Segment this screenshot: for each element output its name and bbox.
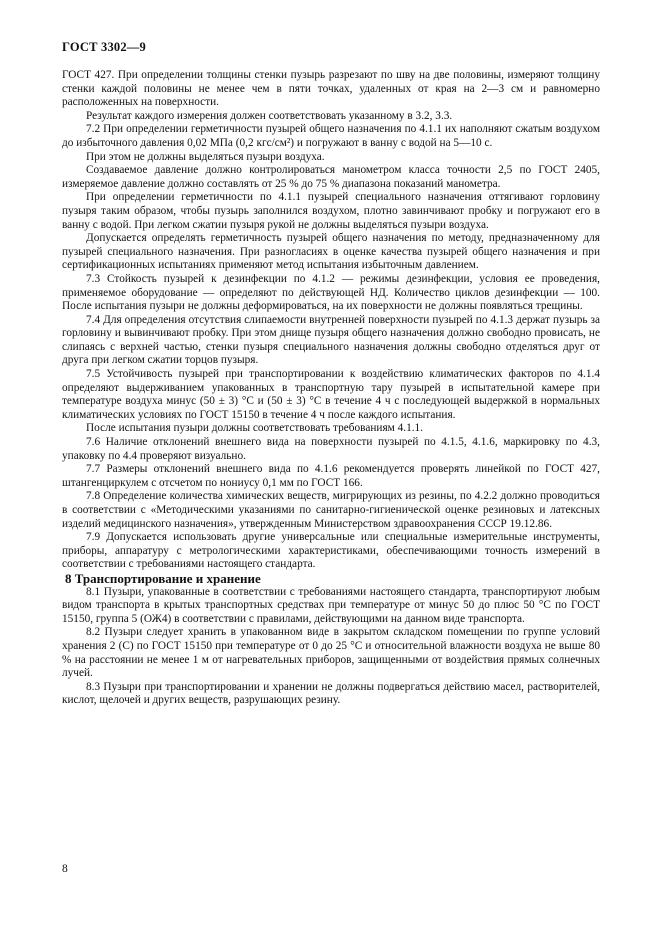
paragraph: 8.1 Пузыри, упакованные в соответствии с требованиями настоящего стандарта, транспортируют любым видом транспорта в крытых транспортных средствах при температуре от минус 50 до плюс 50 °С по ГОСТ 15150, группа 5 (ОЖ4) в соответствии с правилами, действующими на данном виде транспорта. (62, 585, 600, 625)
paragraph: 8.3 Пузыри при транспортировании и хранении не должны подвергаться действию масел, растворителей, кислот, щелочей и других веществ, разрушающих резину. (62, 680, 600, 707)
paragraph: 7.8 Определение количества химических веществ, мигрирующих из резины, по 4.2.2 должно проводиться в соответствии с «Методическими указаниями по санитарно-гигиенической оценке резиновых и латексных изделий медицинского назначения», утвержденным Министерством здравоохранения СССР 19.12.86. (62, 490, 600, 530)
paragraph: ГОСТ 427. При определении толщины стенки пузырь разрезают по шву на две половины, измеряют толщину стенки каждой половины не менее чем в пяти точках, удаленных от края на 2—3 см и равномерно расположенных на поверхности. (62, 69, 600, 109)
paragraph: 7.2 При определении герметичности пузырей общего назначения по 4.1.1 их наполняют сжатым воздухом до избыточного давления 0,02 МПа (0,2 кгс/см²) и погружают в ванну с водой на 5—10 с. (62, 123, 600, 149)
document-header: ГОСТ 3302—9 (62, 40, 146, 54)
paragraph: 7.5 Устойчивость пузырей при транспортировании к воздействию климатических факторов по 4.1.4 определяют выдерживанием упакованных в транспортную тару пузырей в испытательной камере при температуре воздуха минус (50 ± 3) °С и (50 ± 3) °С в течение 4 ч с последующей выдержкой в нормальных климатических условиях по ГОСТ 15150 в течение 4 ч после каждого испытания. (62, 368, 600, 421)
document-body (62, 69, 600, 708)
paragraph: Допускается определять герметичность пузырей общего назначения по методу, предназначенному для пузырей специального назначения. При разногласиях в оценке качества пузырей общего назначения и при сертификационных испытаниях применяют метод испытания избыточным давлением. (62, 232, 600, 272)
paragraph: При определении герметичности по 4.1.1 пузырей специального назначения оттягивают горловину пузыря таким образом, чтобы пузырь заполнился воздухом, плотно завинчивают пробку и погружают его в ванну с водой. При легком сжатии пузыря рукой не должны выделяться пузыри воздуха. (62, 191, 600, 231)
paragraph: После испытания пузыри должны соответствовать требованиям 4.1.1. (86, 422, 424, 435)
paragraph: 7.9 Допускается использовать другие универсальные или специальные измерительные инструменты, приборы, аппаратуру с метрологическими характеристиками, обеспечивающими точность измерений в соответствии с требованиями настоящего стандарта. (62, 531, 600, 571)
paragraph: 8.2 Пузыри следует хранить в упакованном виде в закрытом складском помещении по группе условий хранения 2 (С) по ГОСТ 15150 при температуре от 0 до 25 °С и относительной влажности воздуха не выше 80 % на расстоянии не менее 1 м от нагревательных приборов, защищенными от воздействия прямых солнечных лучей. (62, 626, 600, 680)
paragraph: При этом не должны выделяться пузыри воздуха. (86, 150, 325, 163)
section-title: 8 Транспортирование и хранение (65, 570, 261, 586)
page-number: 8 (62, 863, 68, 875)
paragraph: 7.7 Размеры отклонений внешнего вида по 4.1.6 рекомендуется проверять линейкой по ГОСТ 427, штангенциркулем с отсчетом по нониусу 0,1 мм по ГОСТ 166. (62, 463, 600, 489)
paragraph: Создаваемое давление должно контролироваться манометром класса точности 2,5 по ГОСТ 2405, измеряемое давление должно составлять от 25 % до 75 % диапазона показаний манометра. (62, 164, 600, 190)
paragraph: 7.6 Наличие отклонений внешнего вида на поверхности пузырей по 4.1.5, 4.1.6, маркировку по 4.3, упаковку по 4.4 проверяют визуально. (62, 436, 600, 462)
paragraph: 7.3 Стойкость пузырей к дезинфекции по 4.1.2 — режимы дезинфекции, условия ее проведения, применяемое оборудование — определяют по действующей НД. Количество циклов дезинфекции — 100. После испытания пузыри не должны деформироваться, на их поверхности не должны появляться трещины. (62, 272, 600, 313)
paragraph: Результат каждого измерения должен соответствовать указанному в 3.2, 3.3. (86, 109, 453, 122)
paragraph: 7.4 Для определения отсутствия слипаемости внутренней поверхности пузырей по 4.1.3 держат пузырь за горловину и вывинчивают пробку. При этом днище пузыря общего назначения должно свободно провисать, не слипаясь с верхней частью, стенки пузыря специального назначения должны свободно отделяться друг от друга при легком сжатии торцов пузыря. (62, 313, 600, 367)
